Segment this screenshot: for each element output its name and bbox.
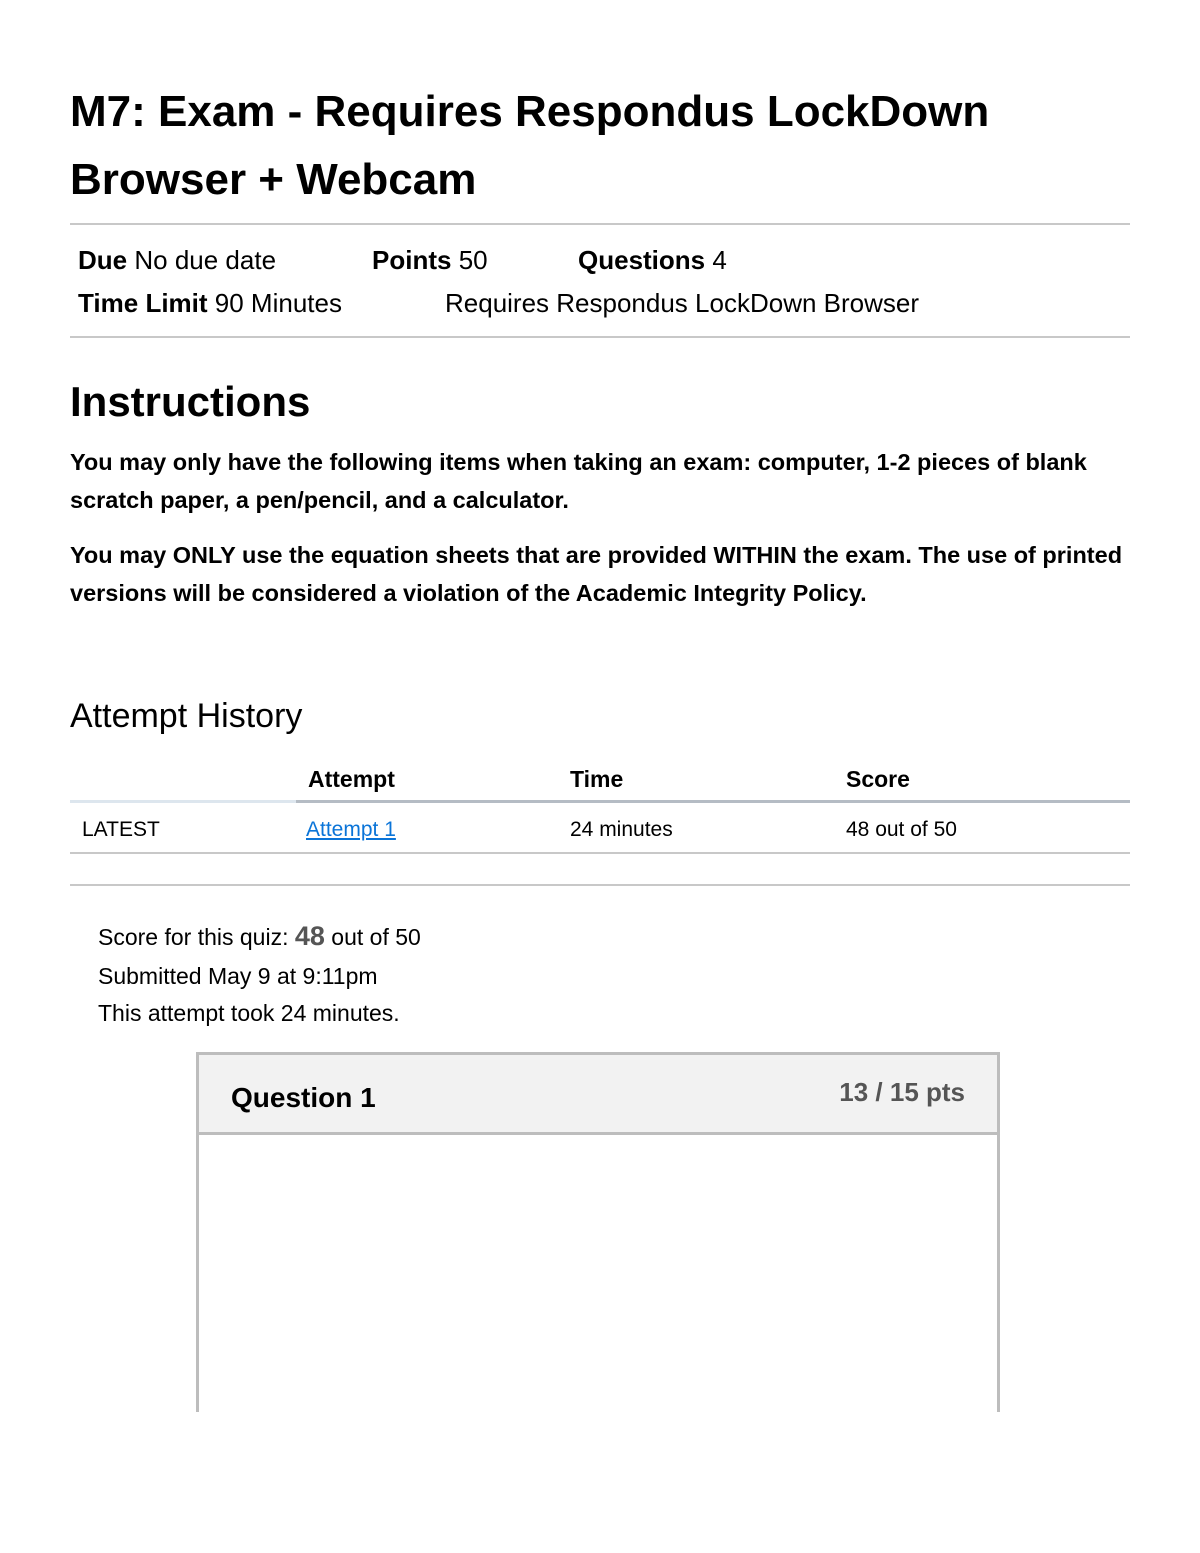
column-header-score: Score bbox=[846, 766, 910, 792]
page-title: M7: Exam - Requires Respondus LockDown Browser + Webcam bbox=[70, 87, 990, 204]
question-header bbox=[199, 1055, 997, 1135]
time-limit-info bbox=[78, 287, 342, 319]
time-limit-label: Time Limit bbox=[78, 288, 208, 318]
divider bbox=[70, 336, 1130, 338]
time-limit-value: 90 Minutes bbox=[214, 288, 342, 318]
attempt-history-heading: Attempt History bbox=[70, 697, 303, 735]
questions-label: Questions bbox=[578, 245, 706, 275]
points-label: Points bbox=[372, 245, 452, 275]
due-label: Due bbox=[78, 245, 128, 275]
table-header-rule bbox=[296, 800, 1130, 803]
instructions-heading: Instructions bbox=[70, 378, 311, 425]
column-header-time: Time bbox=[570, 766, 624, 792]
questions-value: 4 bbox=[712, 245, 727, 275]
submitted-line: Submitted May 9 at 9:11pm bbox=[98, 963, 378, 989]
latest-tag: LATEST bbox=[82, 818, 160, 841]
points-value: 50 bbox=[458, 245, 488, 275]
question-points: 13 / 15 pts bbox=[839, 1077, 965, 1107]
divider bbox=[70, 884, 1130, 886]
question-title: Question 1 bbox=[231, 1082, 376, 1113]
attempt-link[interactable]: Attempt 1 bbox=[306, 818, 396, 841]
question-card bbox=[196, 1052, 1000, 1412]
column-header-attempt: Attempt bbox=[308, 766, 395, 792]
questions-info bbox=[578, 244, 727, 276]
attempt-time: 24 minutes bbox=[570, 818, 673, 841]
table-row-rule bbox=[70, 852, 1130, 854]
instructions-paragraph: You may ONLY use the equation sheets that are provided WITHIN the exam. The use of printed versions will be considered a violation of the Academic Integrity Policy. bbox=[70, 542, 1123, 606]
score-suffix: out of 50 bbox=[324, 924, 421, 950]
due-value: No due date bbox=[134, 245, 277, 275]
divider bbox=[70, 223, 1130, 225]
points-info bbox=[372, 244, 488, 276]
duration-line: This attempt took 24 minutes. bbox=[98, 1000, 400, 1026]
quiz-score-line bbox=[98, 921, 421, 952]
table-header-rule bbox=[70, 800, 296, 803]
attempt-score: 48 out of 50 bbox=[846, 818, 957, 841]
due-info bbox=[78, 244, 276, 276]
lockdown-note: Requires Respondus LockDown Browser bbox=[445, 288, 920, 318]
score-prefix: Score for this quiz: bbox=[98, 924, 295, 950]
instructions-paragraph: You may only have the following items when taking an exam: computer, 1-2 pieces of blank scratch paper, a pen/pencil, and a calculator. bbox=[70, 449, 1087, 513]
score-value: 48 bbox=[294, 921, 325, 951]
